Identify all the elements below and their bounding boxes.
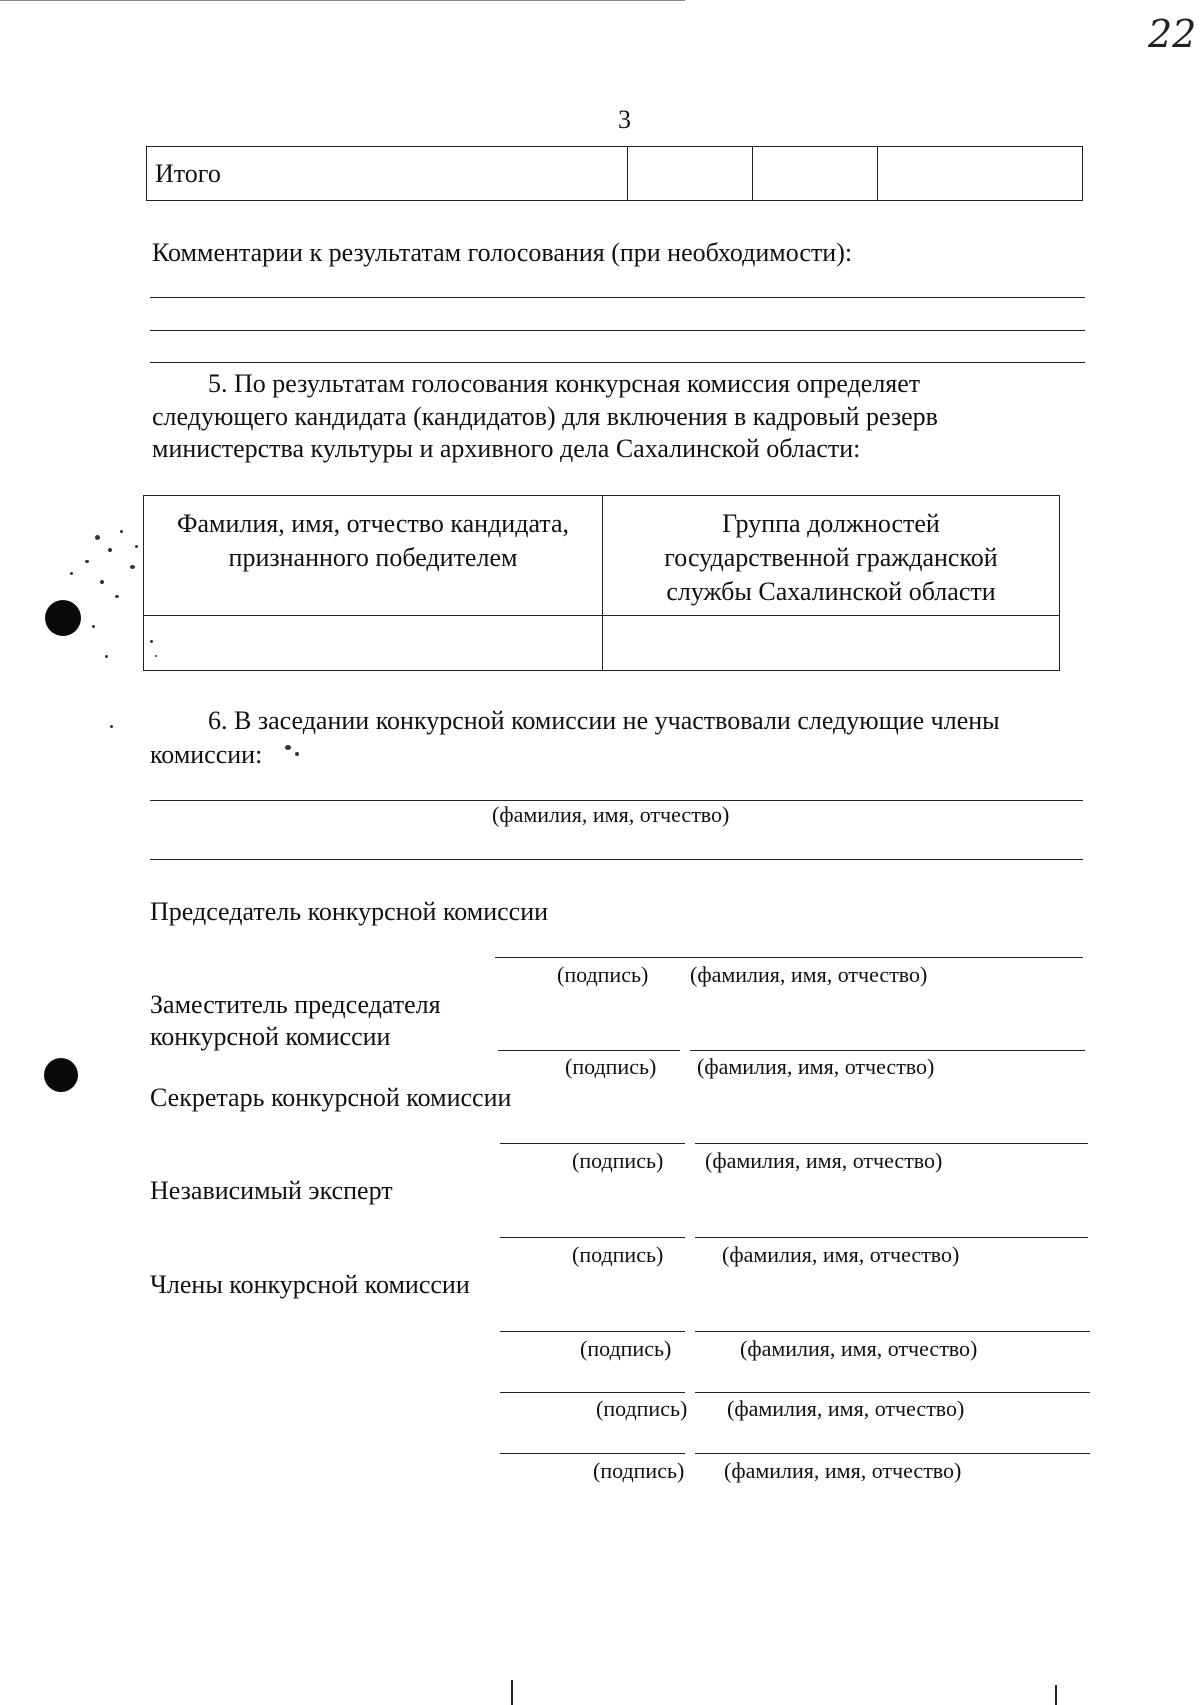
candidate-header-line2: признанного победителем [228, 543, 518, 572]
expert-fio-line [695, 1237, 1088, 1238]
comments-label: Комментарии к результатам голосования (при необходимости): [152, 238, 853, 267]
chairman-fio-caption: (фамилия, имя, отчество) [690, 962, 928, 987]
member3-signature-line [500, 1453, 685, 1454]
position-group-header-line2: государственной гражданской [664, 543, 998, 572]
member3-signature-caption: (подпись) [593, 1458, 685, 1483]
absent-members-fio-caption: (фамилия, имя, отчество) [492, 802, 730, 827]
chairman-signature-line [495, 957, 1083, 958]
expert-signature-line [500, 1237, 685, 1238]
deputy-fio-line [690, 1050, 1085, 1051]
total-cell-3 [878, 147, 1083, 201]
section5-line2: следующего кандидата (кандидатов) для включения в кадровый резерв [152, 402, 938, 431]
member2-signature-line [500, 1392, 685, 1393]
secretary-signature-caption: (подпись) [572, 1148, 664, 1173]
expert-label: Независимый эксперт [150, 1176, 393, 1205]
expert-fio-caption: (фамилия, имя, отчество) [722, 1242, 960, 1267]
deputy-fio-caption: (фамилия, имя, отчество) [697, 1054, 935, 1079]
candidate-table [143, 495, 1060, 671]
bottom-edge-mark-right [1055, 1685, 1057, 1705]
page-number: 3 [618, 105, 631, 134]
comments-line-1 [150, 297, 1085, 298]
secretary-fio-caption: (фамилия, имя, отчество) [705, 1148, 943, 1173]
secretary-label: Секретарь конкурсной комиссии [150, 1083, 512, 1112]
section6-line1: 6. В заседании конкурсной комиссии не участвовали следующие члены [208, 706, 1000, 735]
deputy-label-line2: конкурсной комиссии [150, 1022, 391, 1051]
total-label: Итого [155, 158, 221, 188]
section5-line3: министерства культуры и архивного дела Сахалинской области: [152, 434, 861, 463]
section6-line2: комиссии: [150, 740, 263, 769]
member2-fio-line [695, 1392, 1090, 1393]
position-group-header-line1: Группа должностей [722, 509, 940, 538]
deputy-signature-line [498, 1050, 680, 1051]
deputy-signature-caption: (подпись) [565, 1054, 657, 1079]
punch-hole-top [45, 600, 81, 636]
punch-hole-bottom [44, 1058, 78, 1092]
comments-line-2 [150, 330, 1085, 331]
deputy-label-line1: Заместитель председателя [150, 990, 441, 1019]
expert-signature-caption: (подпись) [572, 1242, 664, 1267]
handwritten-page-mark: 22 [1148, 12, 1197, 56]
position-group-header-cell [603, 496, 1060, 616]
member2-signature-caption: (подпись) [596, 1396, 688, 1421]
member1-fio-caption: (фамилия, имя, отчество) [740, 1336, 978, 1361]
secretary-signature-line [500, 1143, 685, 1144]
total-cell-1 [628, 147, 753, 201]
chairman-label: Председатель конкурсной комиссии [150, 897, 549, 926]
bottom-edge-mark-left [511, 1680, 513, 1705]
absent-members-line-2 [150, 859, 1083, 860]
chairman-signature-caption: (подпись) [557, 962, 649, 987]
total-cell-2 [753, 147, 878, 201]
position-group-value-cell [603, 616, 1060, 671]
total-label-cell [147, 147, 628, 201]
member1-signature-caption: (подпись) [580, 1336, 672, 1361]
member3-fio-caption: (фамилия, имя, отчество) [724, 1458, 962, 1483]
top-edge-line [0, 0, 685, 1]
secretary-fio-line [695, 1143, 1088, 1144]
members-label: Члены конкурсной комиссии [150, 1270, 470, 1299]
candidate-header-cell [144, 496, 603, 616]
total-table [146, 146, 1083, 201]
member1-fio-line [695, 1331, 1090, 1332]
comments-line-3 [150, 362, 1085, 363]
position-group-header-line3: службы Сахалинской области [666, 577, 996, 606]
candidate-value-cell [144, 616, 603, 671]
section5-line1: 5. По результатам голосования конкурсная комиссия определяет [208, 369, 921, 398]
member1-signature-line [500, 1331, 685, 1332]
member3-fio-line [695, 1453, 1090, 1454]
member2-fio-caption: (фамилия, имя, отчество) [727, 1396, 965, 1421]
candidate-header-line1: Фамилия, имя, отчество кандидата, [176, 509, 570, 538]
